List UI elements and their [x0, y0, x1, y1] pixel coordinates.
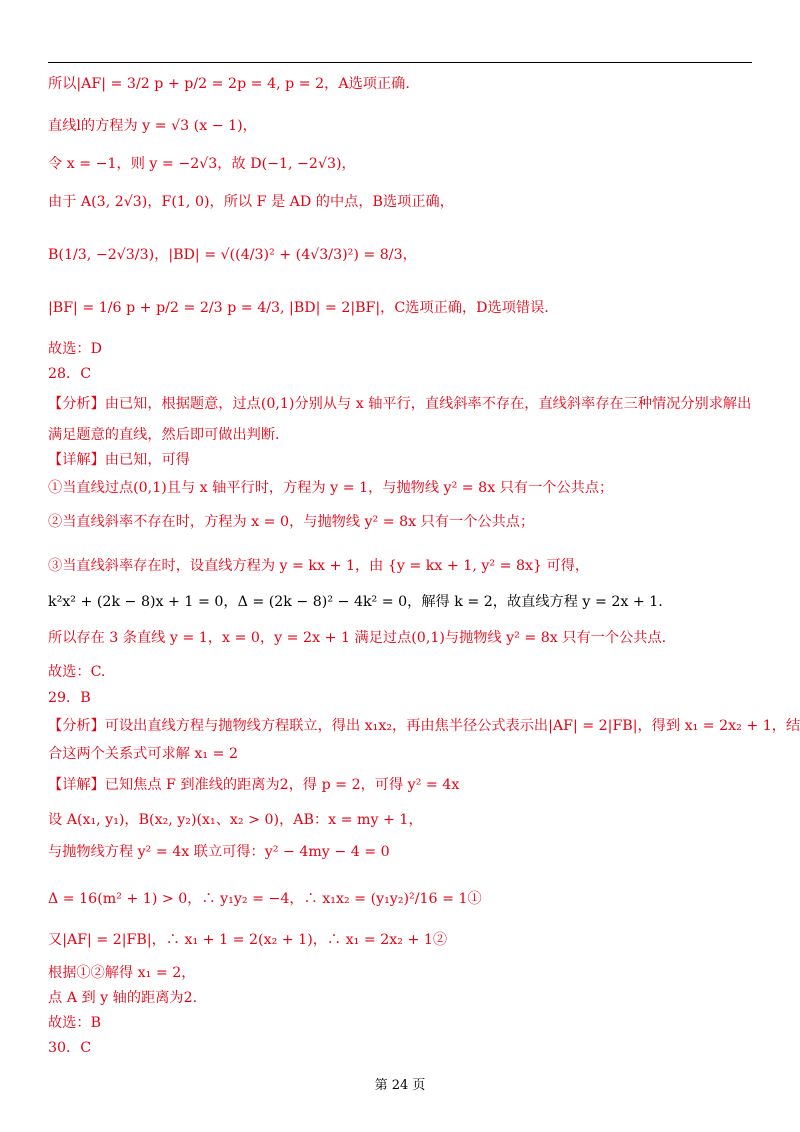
answer-30: 30．C: [48, 1040, 92, 1056]
line-25: 又|AF| = 2|FB|，∴ x₁ + 1 = 2(x₂ + 1)，∴ x₁ = 2x₂ + 1②: [48, 932, 448, 948]
line-26: 根据①②解得 x₁ = 2，: [48, 965, 196, 981]
line-17: 故选：C.: [48, 664, 106, 680]
line-28: 故选：B: [48, 1015, 101, 1031]
line-22: 设 A(x₁, y₁)，B(x₂, y₂)(x₁、x₂ > 0)，AB：x = my + 1，: [48, 812, 423, 828]
line-6: |BF| = 1/6 p + p/2 = 2/3 p = 4/3, |BD| = 2|BF|，C选项正确，D选项错误.: [48, 300, 549, 316]
analysis-29-line-1: 【分析】可设出直线方程与抛物线方程联立，得出 x₁x₂，再由焦半径公式表示出|AF| = 2|FB|，得到 x₁ = 2x₂ + 1，结: [48, 718, 800, 734]
line-3: 令 x = −1，则 y = −2√3，故 D(−1, −2√3)，: [48, 156, 356, 172]
answer-28: 28．C: [48, 366, 92, 382]
line-1: 所以|AF| = 3/2 p + p/2 = 2p = 4, p = 2，A选项正确.: [48, 76, 410, 92]
detail-28-intro: 【详解】由已知，可得: [48, 452, 190, 468]
line-16: 所以存在 3 条直线 y = 1，x = 0，y = 2x + 1 满足过点(0,1)与抛物线 y² = 8x 只有一个公共点.: [48, 630, 667, 646]
header-rule: [48, 62, 752, 63]
analysis-28-line-2: 满足题意的直线，然后即可做出判断.: [48, 427, 280, 443]
case-2: ②当直线斜率不存在时，方程为 x = 0，与抛物线 y² = 8x 只有一个公共点；: [48, 514, 535, 530]
analysis-29-line-2: 合这两个关系式可求解 x₁ = 2: [48, 746, 239, 762]
line-27: 点 A 到 y 轴的距离为2.: [48, 990, 198, 1006]
line-2: 直线l的方程为 y = √3 (x − 1)，: [48, 118, 257, 134]
line-4: 由于 A(3, 2√3)，F(1, 0)，所以 F 是 AD 的中点，B选项正确，: [48, 194, 454, 210]
line-15: k²x² + (2k − 8)x + 1 = 0，Δ = (2k − 8)² − 4k² = 0，解得 k = 2，故直线方程 y = 2x + 1.: [48, 594, 663, 610]
page-footer: 第 24 页: [374, 1078, 426, 1093]
line-7: 故选：D: [48, 341, 102, 357]
case-1: ①当直线过点(0,1)且与 x 轴平行时，方程为 y = 1，与抛物线 y² = 8x 只有一个公共点；: [48, 480, 614, 496]
analysis-28-line-1: 【分析】由已知，根据题意，过点(0,1)分别从与 x 轴平行，直线斜率不存在，直线斜率存在三种情况分别求解出: [48, 396, 752, 412]
line-24: Δ = 16(m² + 1) > 0，∴ y₁y₂ = −4，∴ x₁x₂ = (y₁y₂)²/16 = 1①: [48, 891, 482, 907]
answer-29: 29．B: [48, 690, 91, 706]
case-3: ③当直线斜率存在时，设直线方程为 y = kx + 1，由 {y = kx + 1, y² = 8x} 可得，: [48, 558, 590, 574]
line-23: 与抛物线方程 y² = 4x 联立可得：y² − 4my − 4 = 0: [48, 844, 390, 860]
detail-29-intro: 【详解】已知焦点 F 到准线的距离为2，得 p = 2，可得 y² = 4x: [48, 777, 460, 793]
line-5: B(1/3, −2√3/3)，|BD| = √((4/3)² + (4√3/3)²) = 8/3，: [48, 247, 417, 263]
